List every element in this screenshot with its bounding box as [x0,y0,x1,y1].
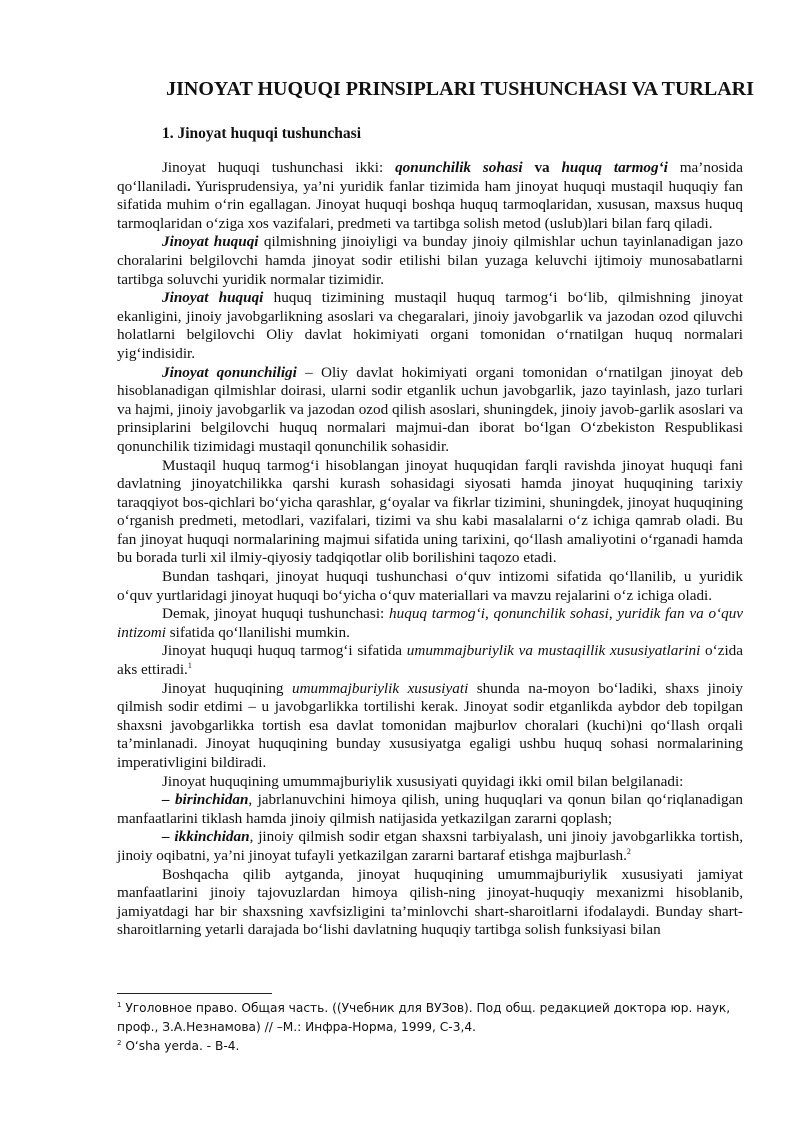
footnote-2: $^2$ O‘sha yerda. - B-4. [117,1038,240,1053]
paragraph-12: – ikkinchidan, jinoiy qilmish sodir etgan shaxsni tarbiyalash, uni jinoiy javobgarlikka tortish, jinoiy oqibatni, ya’ni jinoyat tufayli yetkazilgan zararni bartaraf etishga majburlash.$^2$ [117,828,743,864]
paragraph-1: Jinoyat huquqi tushunchasi ikki: qonunchilik sohasi va huquq tarmog‘i ma’nosida qo‘llaniladi. Yurisprudensiya, ya’ni yuridik fanlar tizimida ham jinoyat huquqi mustaqil huquqiy fan sifatida muhim o‘rin egallagan. Jinoyat huquqi boshqa huquq tarmoqlaridan, xususan, maxsus huquq tarmoqlaridan o‘ziga xos vazifalari, predmeti va tartibga solish metod (uslub)lari bilan farq qiladi. [117,159,743,232]
footnote-separator [117,993,272,994]
footnote-1: $^1$ Уголовное право. Общая часть. ((Учебник для ВУЗов). Под общ. редакцией доктора юр. наук, проф., З.А.Незнамова) // –М.: Инфра-Норма, 1999, С-3,4. [117,1000,731,1034]
paragraph-4: Jinoyat qonunchiligi – Oliy davlat hokimiyati organi tomonidan o‘rnatilgan jinoyat deb hisoblanadigan qilmishlar doirasi, ularni sodir etganlik uchun javobgarlik, jazo tayinlash, jazo turlari va hajmi, jinoiy javobgarlik va jazodan ozod qilish asoslari, shuningdek, jinoiy javob-garlik asoslari va prinsiplarini belgilovchi huquq normalari majmui-dan iborat bo‘lgan O‘zbekiston Respublikasi qonunchilik tizimidagi mustaqil qonunchilik sohasidir. [117,363,743,455]
section-heading: 1. Jinoyat huquqi tushunchasi [162,125,362,142]
footnote-mark: 2 [117,1038,122,1047]
paragraph-13: Boshqacha qilib aytganda, jinoyat huquqining umummajburiylik xususiyati jamiyat manfaatlarini jinoiy tajovuzlardan himoya qilish-ning jinoyat-huquqiy mexanizmi hisoblanib, jamiyatdagi har bir shaxsning xavfsizligini ta’minlovchi shart-sharoitlarni ifodalaydi. Bunday shart-sharoitlarning yetarli darajada bo‘lishi davlatning huquqiy tartibga solish funksiyasi bilan [117,865,743,939]
paragraph-5: Mustaqil huquq tarmog‘i hisoblangan jinoyat huquqidan farqli ravishda jinoyat huquqi fani davlatning jinoyatchilikka qarshi kurash sohasidagi siyosati hamda jinoyat huquqining tarixiy taraqqiyot bos-qichlari bo‘yicha qarashlar, g‘oyalar va fikrlar tizimini, shuningdek, jinoyat huquqining o‘rganish predmeti, metodlari, vazifalari, tizimi va shu kabi masalalarni o‘z ichiga qamrab oladi. Bu fan jinoyat huquqi normalarining majmui sifatida uning tarixini, qo‘llash amaliyotini o‘rganadi hamda bu borada turli xil ilmiy-qiyosiy tadqiqotlar olib borilishini taqozo etadi. [117,456,743,567]
paragraph-11: – birinchidan, jabrlanuvchini himoya qilish, uning huquqlari va qonun bilan qo‘riqlanadigan manfaatlarini tiklash hamda jinoiy qilmish natijasida yetkazilgan zararni qoplash; [117,791,743,827]
footnote-ref-1[interactable]: 1 [187,660,192,670]
footnote-ref-2[interactable]: 2 [626,846,631,856]
paragraph-6: Bundan tashqari, jinoyat huquqi tushunchasi o‘quv intizomi sifatida qo‘llanilib, u yuridik o‘quv yurtlaridagi jinoyat huquqi bo‘yicha o‘quv materiallari va mavzu rejalarini o‘z ichiga oladi. [117,568,743,604]
paragraph-10: Jinoyat huquqining umummajburiylik xususiyati quyidagi ikki omil bilan belgilanadi: [162,772,684,790]
paragraph-2: Jinoyat huquqi qilmishning jinoiyligi va bunday jinoiy qilmishlar uchun tayinlanadigan jazo choralarini belgilovchi hamda jinoyat sodir etilishi bilan yuzaga keluvchi ijtimoiy munosabatlarni tartibga soluvchi yuridik normalar tizimidir. [117,233,744,288]
paragraph-9: Jinoyat huquqining umummajburiylik xususiyati shunda na-moyon bo‘ladiki, shaxs jinoiy qilmish sodir etdimi – u javobgarlikka tortilishi kerak. Jinoyat sodir etganlikda aybdor deb topilgan shaxsni javobgarlikka tortish esa davlat tomonidan majburlov choralari (kuchi)ni qo‘llash orqali ta’minlanadi. Jinoyat huquqining bunday xususiyatga egaligi ushbu huquq sohasi normalarining imperativligini bildiradi. [117,679,743,771]
paragraph-7: Demak, jinoyat huquqi tushunchasi: huquq tarmog‘i, qonunchilik sohasi, yuridik fan va o‘quv intizomi sifatida qo‘llanilishi mumkin. [117,605,744,641]
paragraph-8: Jinoyat huquqi huquq tarmog‘i sifatida umummajburiylik va mustaqillik xususiyatlarini o‘zida aks ettiradi.$^1$ [117,642,743,679]
paragraph-3: Jinoyat huquqi huquq tizimining mustaqil huquq tarmog‘i bo‘lib, qilmishning jinoyat ekanligini, jinoiy javobgarlikning asoslari va chegaralari, jinoiy javobgarlik va jazodan ozod qiluvchi holatlarni belgilovchi Oliy davlat hokimiyati organi tomonidan o‘rnatilgan huquq normalari yig‘indisidir. [117,289,744,362]
footnote-mark: 1 [117,1000,122,1009]
footnotes [117,999,757,1056]
document-title: JINOYAT HUQUQI PRINSIPLARI TUSHUNCHASI VA TURLARI [166,78,754,100]
body-text [117,159,743,940]
